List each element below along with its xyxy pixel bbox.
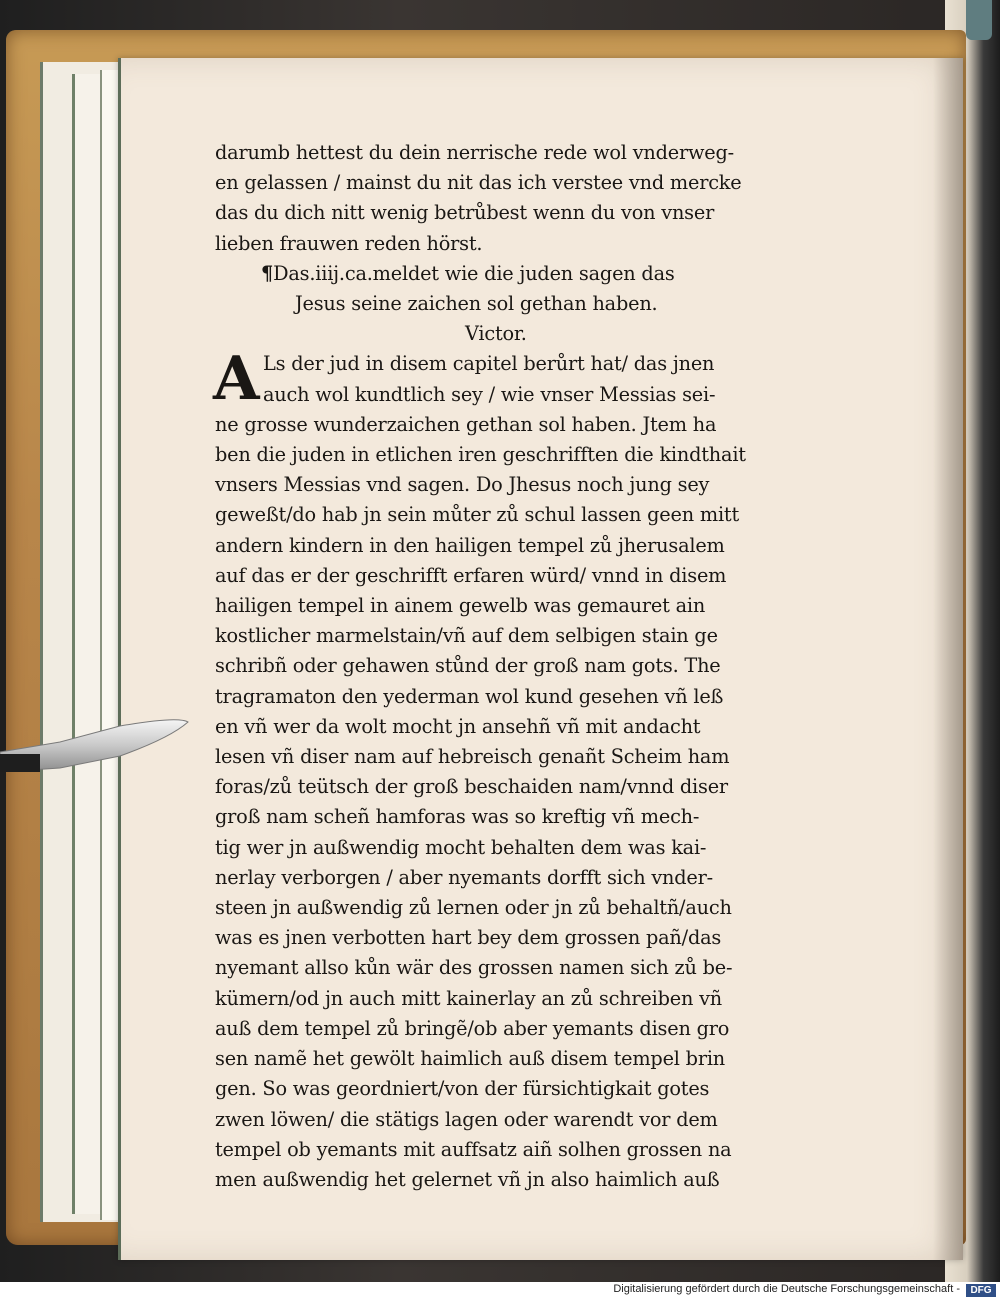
page-gutter-shadow xyxy=(933,58,963,1260)
text-line: kostlicher marmelstain/vñ auf dem selbigen stain ge xyxy=(215,624,718,648)
clasp-strap xyxy=(966,0,992,40)
text-line: tempel ob yemants mit auffsatz aiñ solhen grossen na xyxy=(215,1137,732,1161)
text-line: auf das er der geschrifft erfaren würd/ vnnd in disem xyxy=(215,563,727,587)
text-line: nerlay verborgen / aber nyemants dorfft sich vnder- xyxy=(215,865,713,889)
chapter-heading-line1: Das.iiij.ca.meldet wie die juden sagen das xyxy=(273,261,675,285)
text-line: groß nam scheñ hamforas was so kreftig vñ mech- xyxy=(215,805,700,829)
book-weight-pointer xyxy=(0,712,190,772)
pilcrow-icon: ¶ xyxy=(261,261,274,285)
text-line: darumb hettest du dein nerrische rede wol vnderweg- xyxy=(215,141,734,164)
text-line: steen jn außwendig zů lernen oder jn zů behaltñ/auch xyxy=(215,896,732,920)
text-line: Ls der jud in disem capitel berůrt hat/ das jnen xyxy=(263,352,715,376)
chapter-heading xyxy=(215,259,915,289)
footer-bar xyxy=(0,1282,1000,1299)
text-line: das du dich nitt wenig betrůbest wenn du von vnser xyxy=(215,201,715,225)
text-line: sen namẽ het gewölt haimlich auß disem tempel brin xyxy=(215,1047,726,1071)
text-line: tragramaton den yederman wol kund gesehen vñ leß xyxy=(215,684,724,708)
text-line: ne grosse wunderzaichen gethan sol haben. Jtem ha xyxy=(215,412,717,436)
text-line: men außwendig het gelernet vñ jn also haimlich auß xyxy=(215,1167,720,1191)
drop-cap-initial: A xyxy=(213,344,260,415)
text-line: schribñ oder gehawen stůnd der groß nam gots. The xyxy=(215,654,721,678)
text-line: gen. So was geordniert/von der fürsichtigkait gotes xyxy=(215,1077,710,1101)
text-line: hailigen tempel in ainem gewelb was gemauret ain xyxy=(215,594,706,618)
text-line: ben die juden in etlichen iren geschrifften die kindthait xyxy=(215,443,746,467)
text-line: auch wol kundtlich sey / wie vnser Messias sei- xyxy=(263,382,716,406)
funding-credit: Digitalisierung gefördert durch die Deutsche Forschungsgemeinschaft - xyxy=(613,1283,960,1295)
speaker-label: Victor. xyxy=(465,322,527,346)
text-line: lieben frauwen reden hörst. xyxy=(215,231,483,255)
initial-paragraph xyxy=(213,344,915,415)
text-line: tig wer jn außwendig mocht behalten dem was kai- xyxy=(215,835,707,859)
text-line: andern kindern in den hailigen tempel zů jherusalem xyxy=(215,533,725,557)
text-line: geweßt/do hab jn sein můter zů schul lassen geen mitt xyxy=(215,503,740,527)
text-line: auß dem tempel zů bringẽ/ob aber yemants disen gro xyxy=(215,1016,730,1040)
page-text xyxy=(215,138,915,1195)
body-text xyxy=(215,410,915,1195)
text-line: was es jnen verbotten hart bey dem grossen pañ/das xyxy=(215,926,722,950)
text-line: kümern/od jn auch mitt kainerlay an zů schreiben vñ xyxy=(215,986,723,1010)
text-line: en gelassen / mainst du nit das ich verstee vnd mercke xyxy=(215,171,742,195)
dfg-logo: DFG xyxy=(966,1284,996,1297)
chapter-heading-line2: Jesus seine zaichen sol gethan haben. xyxy=(295,292,658,316)
text-line: en vñ wer da wolt mocht jn ansehñ vñ mit andacht xyxy=(215,714,701,738)
text-line: foras/zů teütsch der groß beschaiden nam/vnnd diser xyxy=(215,775,728,799)
text-line: nyemant allso kůn wär des grossen namen sich zů be- xyxy=(215,956,733,980)
text-line: lesen vñ diser nam auf hebreisch genañt Scheim ham xyxy=(215,745,730,769)
text-line: vnsers Messias vnd sagen. Do Jhesus noch jung sey xyxy=(215,473,710,497)
text-line: zwen löwen/ die stätigs lagen oder warendt vor dem xyxy=(215,1107,718,1131)
